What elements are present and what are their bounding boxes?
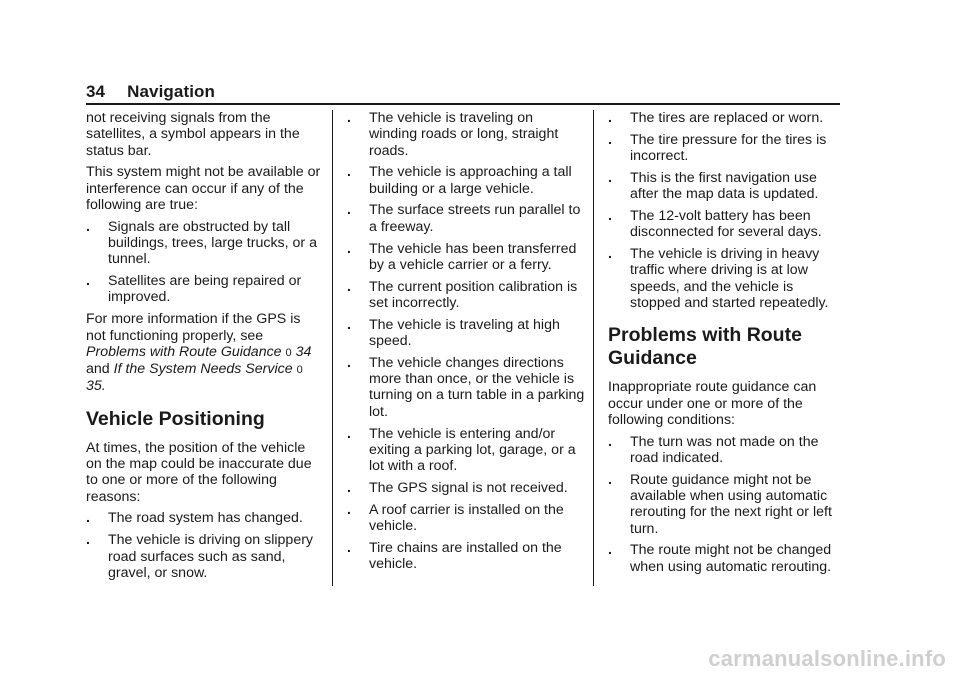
list-item: . The vehicle is driving on slippery road surfaces such as sand, gravel, or snow. xyxy=(86,532,314,581)
section-heading: Problems with Route Guidance xyxy=(608,324,802,370)
list-item: . A roof carrier is installed on the vehicle. xyxy=(347,501,564,535)
section-title: Navigation xyxy=(127,82,216,101)
list-item: . The tire pressure for the tires is incorrect. xyxy=(608,131,827,165)
list-item: . The 12-volt battery has been disconnected for several days. xyxy=(608,207,822,241)
list-item: . The vehicle is driving in heavy traffic where driving is at low speeds, and the vehicle is stopped and started repeatedly. xyxy=(608,246,829,311)
bullet-icon: . xyxy=(608,433,612,450)
list-item: . Satellites are being repaired or improved. xyxy=(86,273,302,306)
bullet-icon: . xyxy=(608,110,612,126)
list-item: . The vehicle has been transferred by a vehicle carrier or a ferry. xyxy=(347,240,577,273)
paragraph: This system might not be available or interference can occur if any of the following are true: xyxy=(86,164,321,213)
list-item: . The vehicle is approaching a tall building or a large vehicle. xyxy=(347,164,572,197)
bullet-icon: . xyxy=(608,169,612,186)
column-1 xyxy=(86,110,324,587)
list-item: . The GPS signal is not received. xyxy=(347,479,568,496)
list-item: . The route might not be changed when using automatic rerouting. xyxy=(608,542,832,575)
paragraph: For more information if the GPS is not functioning properly, see Problems with Route Guidance 0 34 and If the System Needs Service 0 35. xyxy=(86,311,312,395)
bullet-icon: . xyxy=(347,479,351,496)
bullet-icon: . xyxy=(86,218,90,235)
bullet-icon: . xyxy=(347,164,351,181)
bullet-icon: . xyxy=(347,110,351,126)
bullet-icon: . xyxy=(347,539,351,556)
list-item: . The turn was not made on the road indicated. xyxy=(608,433,819,466)
bullet-icon: . xyxy=(347,354,351,371)
bullet-icon: . xyxy=(608,131,612,148)
bullet-icon: . xyxy=(347,278,351,295)
list-item: . The vehicle is entering and/or exiting a parking lot, garage, or a lot with a roof. xyxy=(347,425,576,475)
bullet-icon: . xyxy=(86,532,90,549)
column-divider xyxy=(593,110,594,586)
bullet-icon: . xyxy=(347,202,351,219)
bullet-icon: . xyxy=(608,246,612,263)
bullet-icon: . xyxy=(608,542,612,559)
bullet-icon: . xyxy=(86,510,90,527)
list-item: . Tire chains are installed on the vehicle. xyxy=(347,539,562,573)
bullet-icon: . xyxy=(86,273,90,290)
bullet-icon: . xyxy=(608,471,612,488)
page-number: 34 xyxy=(86,82,106,101)
page-ref-icon: 0 xyxy=(296,364,303,377)
list-item: . The vehicle is traveling on winding roads or long, straight roads. xyxy=(347,110,559,159)
bullet-icon: . xyxy=(347,316,351,333)
bullet-icon: . xyxy=(347,501,351,518)
bullet-icon: . xyxy=(347,425,351,442)
page-header xyxy=(86,82,215,102)
bullet-icon: . xyxy=(608,207,612,224)
list-item: . The tires are replaced or worn. xyxy=(608,110,824,126)
list-item: . Route guidance might not be available when using automatic rerouting for the next right or left turn. xyxy=(608,471,832,537)
paragraph: not receiving signals from the satellites, a symbol appears in the status bar. xyxy=(86,110,300,159)
list-item: . The vehicle is traveling at high speed. xyxy=(347,316,560,350)
list-item: . The road system has changed. xyxy=(86,510,303,527)
list-item: . The current position calibration is set incorrectly. xyxy=(347,278,578,311)
bullet-icon: . xyxy=(347,240,351,257)
list-item: . Signals are obstructed by tall buildings, trees, large trucks, or a tunnel. xyxy=(86,218,317,268)
list-item: . This is the first navigation use after the map data is updated. xyxy=(608,169,819,203)
paragraph: At times, the position of the vehicle on the map could be inaccurate due to one or more of the following reasons: xyxy=(86,439,312,505)
header-rule xyxy=(86,103,840,105)
page-ref-icon: 0 xyxy=(285,346,292,359)
column-3 xyxy=(608,110,846,581)
section-heading: Vehicle Positioning xyxy=(86,407,265,430)
cross-reference-link[interactable]: If the System Needs Service 0 35. xyxy=(86,361,303,395)
cross-reference-link[interactable]: Problems with Route Guidance 0 34 xyxy=(86,343,312,360)
column-divider xyxy=(332,110,333,586)
watermark: carmanualsonline.info xyxy=(708,646,946,671)
paragraph: Inappropriate route guidance can occur under one or more of the following conditions: xyxy=(608,379,817,428)
column-2 xyxy=(347,110,585,578)
list-item: . The vehicle changes directions more than once, or the vehicle is turning on a turn table in a parking lot. xyxy=(347,354,585,420)
list-item: . The surface streets run parallel to a freeway. xyxy=(347,202,581,235)
